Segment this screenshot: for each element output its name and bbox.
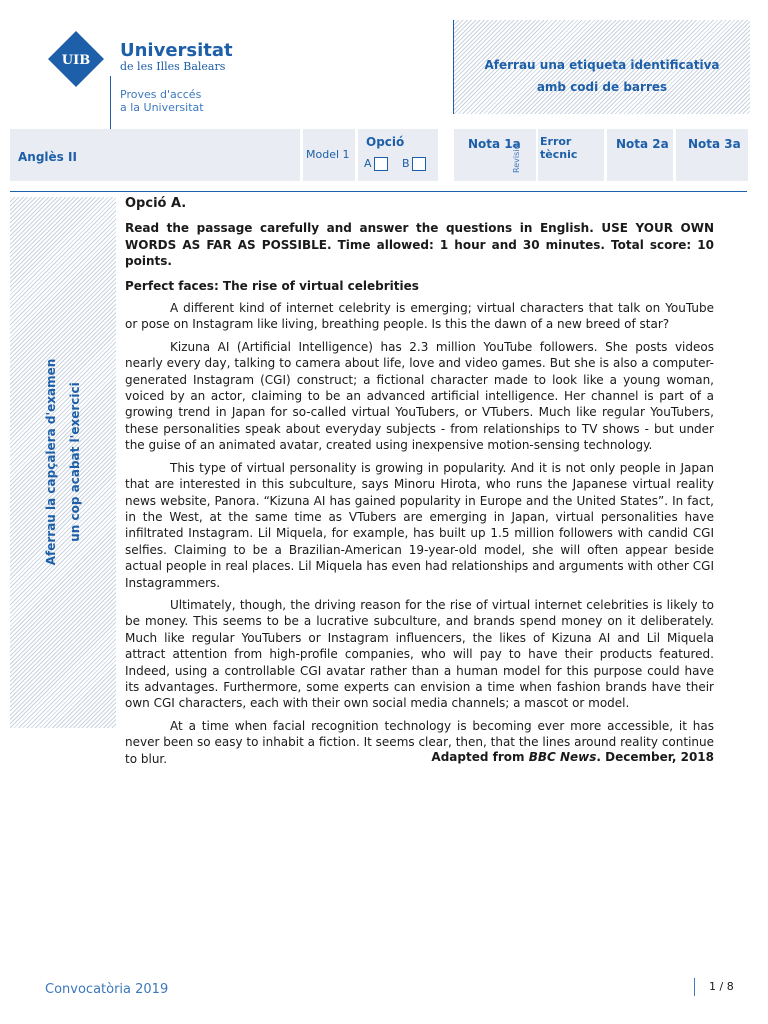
option-a <box>364 157 388 171</box>
logo-proves <box>120 88 204 114</box>
option-a-checkbox[interactable] <box>374 157 388 171</box>
barcode-label-area <box>453 20 750 114</box>
subject-cell <box>10 129 300 181</box>
source-suffix: . December, 2018 <box>596 750 714 764</box>
model-cell <box>303 129 355 181</box>
paragraph: At a time when facial recognition technology is becoming ever more accessible, it has never been so easy to inhabit a fiction. It seems clear, then, that the lines around reality continue to blur. <box>125 718 714 766</box>
logo-mark: UIB <box>61 53 91 68</box>
source-citation <box>125 750 714 764</box>
option-cell <box>358 129 438 181</box>
article-title: Perfect faces: The rise of virtual celebrities <box>125 278 419 293</box>
option-label: Opció <box>366 135 405 149</box>
exam-body <box>125 196 714 773</box>
option-b <box>402 157 426 171</box>
model-label: Model 1 <box>306 148 350 161</box>
proves-line1: Proves d'accés <box>120 88 202 101</box>
page-number: 1 / 8 <box>709 980 734 993</box>
uib-logo <box>48 26 258 118</box>
option-a-label: A <box>364 157 372 170</box>
logo-name: Universitat <box>120 40 233 61</box>
grade1-label: Nota 1a <box>468 137 521 151</box>
instructions: Read the passage carefully and answer the questions in English. USE YOUR OWN WORDS AS FAR AS POSSIBLE. Time allowed: 1 hour and 30 minutes. Total score: 10 points. <box>125 221 714 269</box>
option-title: Opció A. <box>125 196 187 211</box>
paragraph: A different kind of internet celebrity is emerging; virtual characters that talk on YouTube or pose on Instagram like living, breathing people. Is this the dawn of a new breed of star? <box>125 301 714 332</box>
side-line2: un cop acabat l'exercici <box>68 382 82 542</box>
grade3-label: Nota 3a <box>688 137 741 151</box>
side-line1: Aferrau la capçalera d'examen <box>44 358 58 566</box>
label-line2: amb codi de barres <box>536 80 668 94</box>
label-line1: Aferrau una etiqueta identificativa <box>484 58 720 72</box>
grade1-cell <box>454 129 536 181</box>
paragraph: Ultimately, though, the driving reason for the rise of virtual internet celebrities is likely to be money. This seems to be a lucrative subculture, and brands spend money on it deliberately. Much like regular YouTubers or Instagram influencers, the likes of Kizuna AI and Lil Miquela attract attention from high-profile companies, who will pay to have their products featured. Indeed, using a controllable CGI avatar rather than a human model for this purpose could have its advantages. Furthermore, some experts can envision a time when fashion brands have their own CGI characters, each with their own social media channels; a mascot or model. <box>125 597 714 711</box>
tech-error-label: Error tècnic <box>540 135 578 161</box>
grade2-cell <box>607 129 673 181</box>
proves-line2: a la Universitat <box>120 101 204 114</box>
paragraph: Kizuna AI (Artificial Intelligence) has 2.3 million YouTube followers. She posts videos nearly every day, talking to camera about life, love and video games. But she is also a computer-generated Instagram (CGI) construct; a fictional character made to look like a young woman, voiced by an actor, claiming to be an advanced artificial intelligence. Her channel is part of a growing trend in Japan for so-called virtual YouTubers, or VTubers. Much like regular YouTubers, these personalities speak about everyday subjects - from relationships to TV shows - but under the guise of an animated avatar, created using inexpensive motion-sensing technology. <box>125 339 714 453</box>
uib-diamond-icon <box>48 31 104 87</box>
tech-error-cell <box>538 129 604 181</box>
source-prefix: Adapted from <box>431 750 529 764</box>
logo-subname: de les Illes Balears <box>120 60 226 73</box>
paragraph: This type of virtual personality is growing in popularity. And it is not only people in Japan that are interested in this subculture, says Minoru Hirota, who runs the Japanese virtual reality news website, Panora. “Kizuna AI has gained popularity in Europe and the United States”. In fact, in the West, at the same time as VTubers are emerging in Japan, virtual personalities have infiltrated Instagram. Lil Miquela, for example, has built up 1.5 million followers with candid CGI selfies. Claiming to be a Brazilian-American 19-year-old model, she will often appear beside actual people in real places. Lil Miquela has even had relationships and arguments with other CGI Instagrammers. <box>125 460 714 590</box>
subject-label: Anglès II <box>18 150 77 164</box>
option-b-label: B <box>402 157 410 170</box>
header-divider <box>10 191 747 192</box>
option-b-checkbox[interactable] <box>412 157 426 171</box>
exam-header-sticker-area <box>10 197 116 728</box>
grade2-label: Nota 2a <box>616 137 669 151</box>
revision-label: Revisió <box>512 144 521 173</box>
source-publication: BBC News <box>528 750 597 764</box>
page-indicator <box>694 978 750 996</box>
grade3-cell <box>676 129 748 181</box>
session-label: Convocatòria 2019 <box>45 982 169 997</box>
